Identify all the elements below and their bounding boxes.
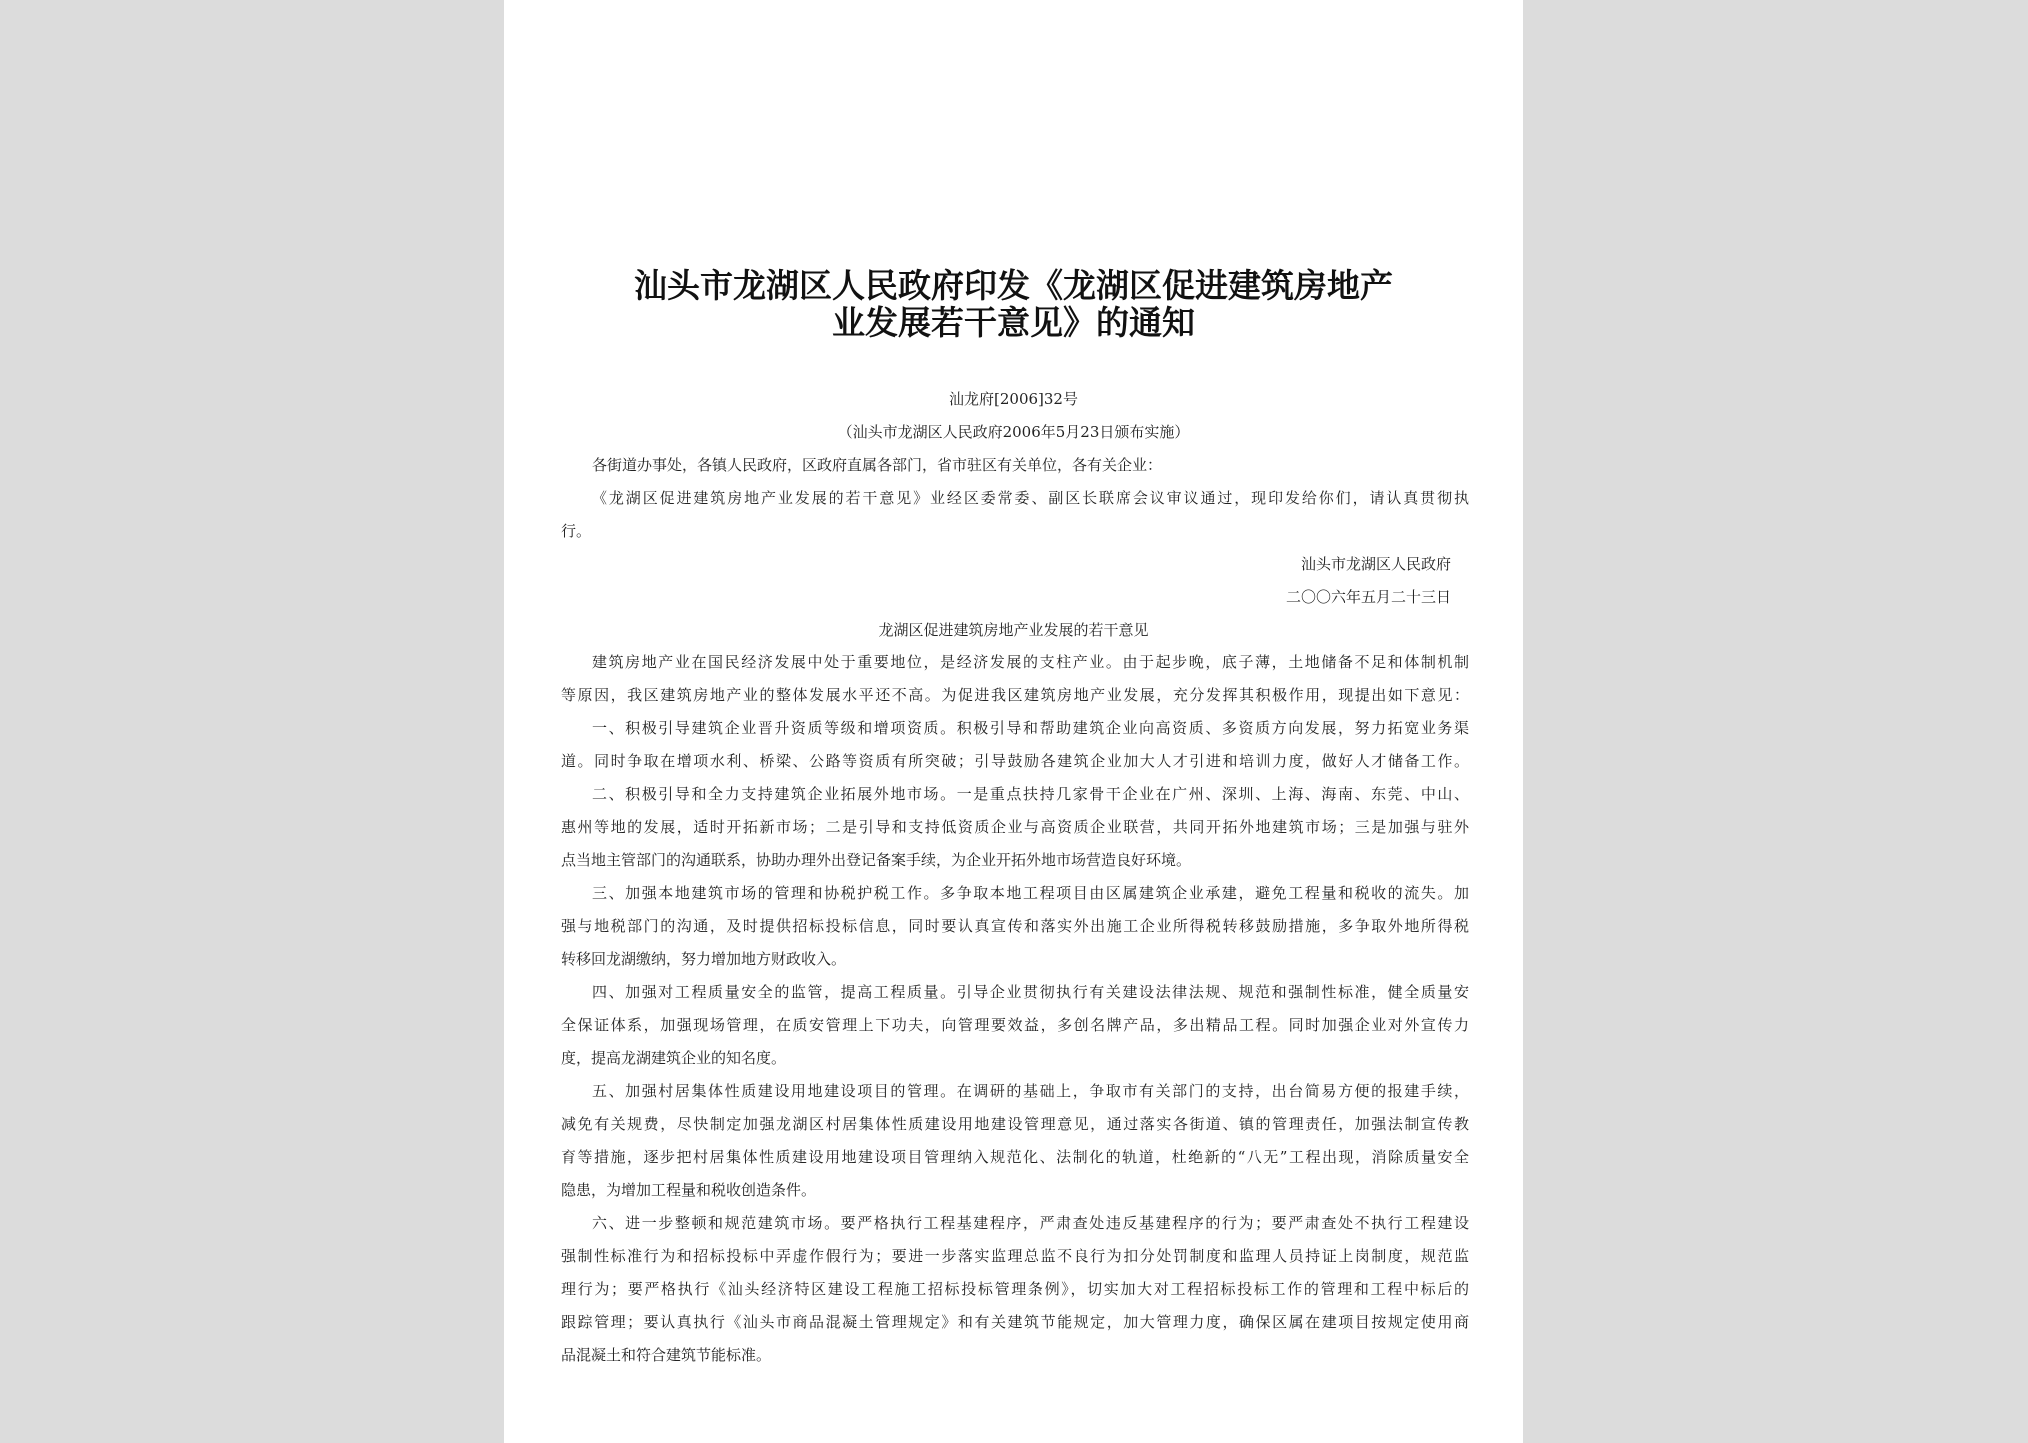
paragraph-line: 四、加强对工程质量安全的监管，提高工程质量。引导企业贯彻执行有关建设法律法规、规范和强制性标准，健全质量安 bbox=[592, 983, 1469, 1001]
document-title-line-2: 业发展若干意见》的通知 bbox=[832, 303, 1195, 342]
paragraph-line: 点当地主管部门的沟通联系，协助办理外出登记备案手续，为企业开拓外地市场营造良好环境。 bbox=[561, 851, 1192, 869]
paragraph-line: 度，提高龙湖建筑企业的知名度。 bbox=[561, 1049, 787, 1067]
paragraph-line: 道。同时争取在增项水利、桥梁、公路等资质有所突破；引导鼓励各建筑企业加大人才引进和培训力度，做好人才储备工作。 bbox=[561, 752, 1469, 770]
paragraph-line: 隐患，为增加工程量和税收创造条件。 bbox=[561, 1181, 817, 1199]
intro-line-2: 行。 bbox=[561, 522, 592, 540]
paragraph-line: 一、积极引导建筑企业晋升资质等级和增项资质。积极引导和帮助建筑企业向高资质、多资质方向发展，努力拓宽业务渠 bbox=[592, 719, 1469, 737]
salutation: 各街道办事处，各镇人民政府，区政府直属各部门，省市驻区有关单位，各有关企业： bbox=[592, 456, 1163, 474]
paragraph-line: 品混凝土和符合建筑节能标准。 bbox=[561, 1346, 772, 1364]
paragraph-line: 五、加强村居集体性质建设用地建设项目的管理。在调研的基础上，争取市有关部门的支持，出台简易方便的报建手续， bbox=[592, 1082, 1469, 1100]
intro-line-1: 《龙湖区促进建筑房地产业发展的若干意见》业经区委常委、副区长联席会议审议通过，现印发给你们，请认真贯彻执 bbox=[592, 489, 1469, 507]
paragraph-line: 育等措施，逐步把村居集体性质建设用地建设项目管理纳入规范化、法制化的轨道，杜绝新的“八无”工程出现，消除质量安全 bbox=[561, 1148, 1469, 1166]
paragraph-line: 建筑房地产业在国民经济发展中处于重要地位，是经济发展的支柱产业。由于起步晚，底子薄，土地储备不足和体制机制 bbox=[592, 653, 1469, 671]
paragraph-line: 等原因，我区建筑房地产业的整体发展水平还不高。为促进我区建筑房地产业发展，充分发挥其积极作用，现提出如下意见： bbox=[561, 686, 1469, 704]
paragraph-line: 六、进一步整顿和规范建筑市场。要严格执行工程基建程序，严肃查处违反基建程序的行为；要严肃查处不执行工程建设 bbox=[592, 1214, 1469, 1232]
paragraph-line: 全保证体系，加强现场管理，在质安管理上下功夫，向管理要效益，多创名牌产品，多出精品工程。同时加强企业对外宣传力 bbox=[561, 1016, 1469, 1034]
paragraph-line: 转移回龙湖缴纳，努力增加地方财政收入。 bbox=[561, 950, 847, 968]
signature-date: 二〇〇六年五月二十三日 bbox=[1285, 588, 1451, 606]
paragraph-line: 减免有关规费，尽快制定加强龙湖区村居集体性质建设用地建设管理意见，通过落实各街道、镇的管理责任，加强法制宣传教 bbox=[561, 1115, 1469, 1133]
signature-org: 汕头市龙湖区人民政府 bbox=[1300, 555, 1451, 573]
document-page bbox=[504, 0, 1523, 1443]
paragraph-line: 惠州等地的发展，适时开拓新市场；二是引导和支持低资质企业与高资质企业联营，共同开拓外地建筑市场；三是加强与驻外 bbox=[561, 818, 1469, 836]
document-title-line-1: 汕头市龙湖区人民政府印发《龙湖区促进建筑房地产 bbox=[634, 266, 1393, 305]
paragraph-line: 理行为；要严格执行《汕头经济特区建设工程施工招标投标管理条例》，切实加大对工程招标投标工作的管理和工程中标后的 bbox=[561, 1280, 1469, 1298]
section-subtitle: 龙湖区促进建筑房地产业发展的若干意见 bbox=[878, 621, 1149, 639]
paragraph-line: 强制性标准行为和招标投标中弄虚作假行为；要进一步落实监理总监不良行为扣分处罚制度和监理人员持证上岗制度，规范监 bbox=[561, 1247, 1469, 1265]
paragraph-line: 强与地税部门的沟通，及时提供招标投标信息，同时要认真宣传和落实外出施工企业所得税转移鼓励措施，多争取外地所得税 bbox=[561, 917, 1469, 935]
paragraph-line: 跟踪管理；要认真执行《汕头市商品混凝土管理规定》和有关建筑节能规定，加大管理力度，确保区属在建项目按规定使用商 bbox=[561, 1313, 1469, 1331]
paragraph-line: 二、积极引导和全力支持建筑企业拓展外地市场。一是重点扶持几家骨干企业在广州、深圳、上海、海南、东莞、中山、 bbox=[592, 785, 1469, 803]
issue-note: （汕头市龙湖区人民政府2006年5月23日颁布实施） bbox=[837, 423, 1190, 441]
document-number: 汕龙府[2006]32号 bbox=[949, 390, 1078, 408]
paragraph-line: 三、加强本地建筑市场的管理和协税护税工作。多争取本地工程项目由区属建筑企业承建，避免工程量和税收的流失。加 bbox=[592, 884, 1469, 902]
